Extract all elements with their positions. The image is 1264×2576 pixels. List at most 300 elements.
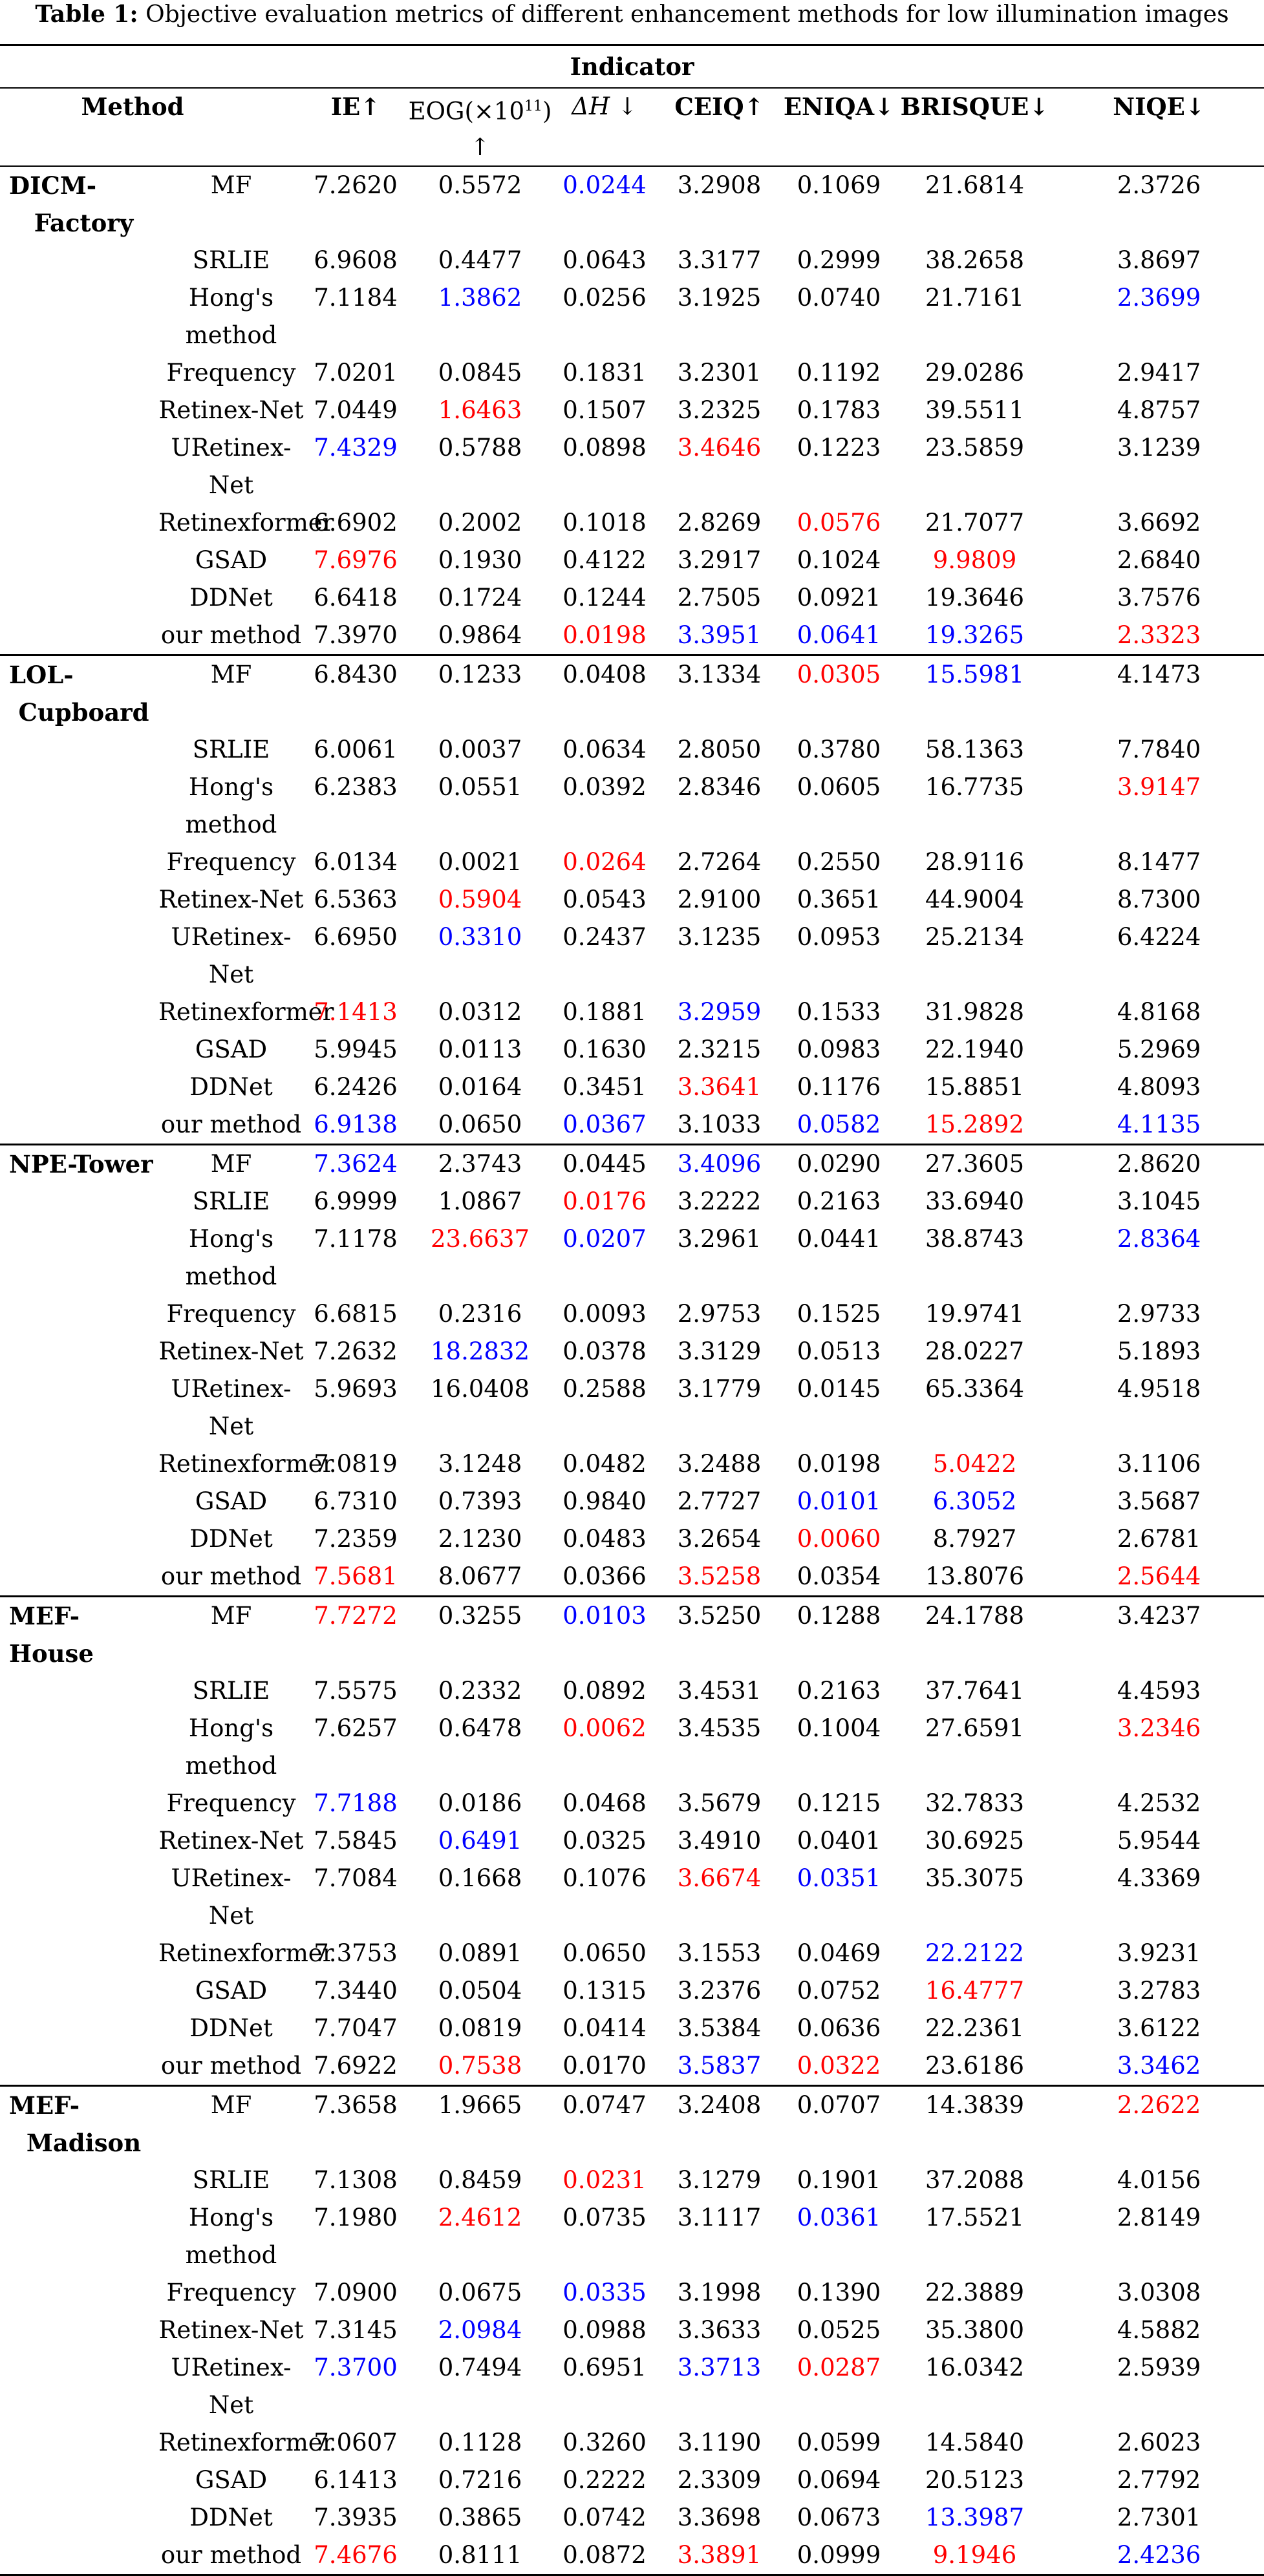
metric-value: 0.1069 xyxy=(797,171,881,200)
metric-value: 15.5981 xyxy=(925,661,1024,689)
dataset-label xyxy=(0,1333,158,1370)
metric-value: 0.7494 xyxy=(438,2354,522,2382)
metric-value: 4.8757 xyxy=(1117,396,1201,425)
metric-value: 0.0145 xyxy=(797,1375,881,1403)
table-row xyxy=(0,617,1264,655)
metric-value: 21.7161 xyxy=(925,284,1024,312)
metric-value: 2.7264 xyxy=(677,848,762,877)
metric-value: 2.2622 xyxy=(1117,2091,1201,2120)
metric-value: 2.8364 xyxy=(1117,1225,1201,1253)
metric-value: 32.7833 xyxy=(925,1789,1024,1818)
metric-value: 2.6840 xyxy=(1117,546,1201,575)
metric-value: 3.2346 xyxy=(1117,1714,1201,1743)
metric-value: 0.0287 xyxy=(797,2354,881,2382)
table-row xyxy=(0,392,1264,429)
metric-value: 0.7538 xyxy=(438,2052,522,2080)
metric-value: 2.9100 xyxy=(677,886,762,914)
metric-value: 0.0742 xyxy=(562,2504,647,2532)
method-name: URetinex- Net xyxy=(171,1864,292,1930)
metric-value: 0.1223 xyxy=(797,434,881,462)
metric-value: 0.1176 xyxy=(797,1073,881,1102)
table-row xyxy=(0,354,1264,392)
metric-value: 3.2783 xyxy=(1117,1977,1201,2005)
method-name: our method xyxy=(160,621,302,650)
dataset-label xyxy=(0,579,158,617)
metric-value: 0.1525 xyxy=(797,1300,881,1328)
table-row xyxy=(0,1370,1264,1445)
method-name: our method xyxy=(160,1111,302,1139)
metric-value: 3.5687 xyxy=(1117,1487,1201,1516)
method-name: DDNet xyxy=(189,1073,273,1102)
metric-value: 0.0576 xyxy=(797,509,881,537)
metric-value: 9.9809 xyxy=(932,546,1017,575)
method-name: SRLIE xyxy=(192,1187,270,1216)
dataset-label xyxy=(0,2462,158,2499)
metric-value: 0.0525 xyxy=(797,2316,881,2345)
metric-value: 0.0735 xyxy=(562,2204,647,2232)
metric-value: 0.0060 xyxy=(797,1525,881,1553)
metric-value: 19.9741 xyxy=(925,1300,1024,1328)
metric-value: 0.0186 xyxy=(438,1789,522,1818)
method-name: Frequency xyxy=(166,359,296,387)
metric-value: 7.0201 xyxy=(314,359,398,387)
metric-value: 29.0286 xyxy=(925,359,1024,387)
metric-value: 6.9608 xyxy=(314,246,398,275)
method-name: Retinex-Net xyxy=(158,396,304,425)
metric-value: 0.1507 xyxy=(562,396,647,425)
metric-value: 0.0983 xyxy=(797,1036,881,1064)
metric-value: 0.0305 xyxy=(797,661,881,689)
metric-value: 0.1668 xyxy=(438,1864,522,1893)
method-name: Hong's method xyxy=(185,1714,277,1780)
method-name: Frequency xyxy=(166,1300,296,1328)
metric-value: 0.1930 xyxy=(438,546,522,575)
metric-value: 7.2359 xyxy=(314,1525,398,1553)
metric-value: 5.2969 xyxy=(1117,1036,1201,1064)
metric-value: 0.2163 xyxy=(797,1187,881,1216)
metric-value: 0.3255 xyxy=(438,1602,522,1630)
metric-value: 2.9733 xyxy=(1117,1300,1201,1328)
metric-value: 0.0634 xyxy=(562,736,647,764)
table-row xyxy=(0,1597,1264,1673)
niqe-header: NIQE↓ xyxy=(1113,92,1205,121)
metric-value: 16.7735 xyxy=(925,773,1024,802)
metric-value: 3.1279 xyxy=(677,2166,762,2195)
metric-value: 3.2222 xyxy=(677,1187,762,1216)
metric-value: 0.9864 xyxy=(438,621,522,650)
metric-value: 22.1940 xyxy=(925,1036,1024,1064)
method-name: our method xyxy=(160,2052,302,2080)
table-row xyxy=(0,1860,1264,1935)
metric-value: 3.3177 xyxy=(677,246,762,275)
metric-value: 0.1831 xyxy=(562,359,647,387)
metric-value: 3.1235 xyxy=(677,923,762,952)
metric-value: 5.9544 xyxy=(1117,1827,1201,1855)
metric-value: 3.1925 xyxy=(677,284,762,312)
dataset-label: LOL- Cupboard xyxy=(9,661,149,727)
metric-value: 3.2961 xyxy=(677,1225,762,1253)
metric-value: 0.0468 xyxy=(562,1789,647,1818)
metric-value: 39.5511 xyxy=(925,396,1024,425)
metric-value: 4.1135 xyxy=(1117,1111,1201,1139)
metrics-table xyxy=(0,44,1264,2576)
dataset-label xyxy=(0,429,158,504)
metric-value: 0.1533 xyxy=(797,998,881,1027)
metric-value: 0.0037 xyxy=(438,736,522,764)
metric-value: 0.0469 xyxy=(797,1939,881,1968)
metric-value: 0.0361 xyxy=(797,2204,881,2232)
dataset-label xyxy=(0,1183,158,1220)
metric-value: 15.8851 xyxy=(925,1073,1024,1102)
metric-value: 3.4910 xyxy=(677,1827,762,1855)
metric-value: 0.6491 xyxy=(438,1827,522,1855)
metric-value: 0.0892 xyxy=(562,1677,647,1705)
dataset-label xyxy=(0,1860,158,1935)
table-row xyxy=(0,1220,1264,1295)
method-name: Retinex-Net xyxy=(158,1337,304,1366)
method-header: Method xyxy=(81,92,184,121)
method-name: GSAD xyxy=(195,1036,268,1064)
metric-value: 58.1363 xyxy=(925,736,1024,764)
metric-value: 0.0101 xyxy=(797,1487,881,1516)
table-row xyxy=(0,994,1264,1031)
dataset-label xyxy=(0,2424,158,2462)
metric-value: 0.0650 xyxy=(438,1111,522,1139)
table-row xyxy=(0,1483,1264,1520)
metric-value: 33.6940 xyxy=(925,1187,1024,1216)
metric-value: 37.2088 xyxy=(925,2166,1024,2195)
metric-value: 2.8346 xyxy=(677,773,762,802)
method-name: MF xyxy=(210,1150,252,1178)
metric-value: 38.2658 xyxy=(925,246,1024,275)
metric-value: 22.2122 xyxy=(925,1939,1024,1968)
metric-value: 7.1178 xyxy=(314,1225,398,1253)
metric-value: 0.1783 xyxy=(797,396,881,425)
ceiq-header: CEIQ↑ xyxy=(674,92,764,121)
metric-value: 3.5250 xyxy=(677,1602,762,1630)
metric-value: 0.1192 xyxy=(797,359,881,387)
table-row xyxy=(0,1822,1264,1860)
metric-value: 7.0900 xyxy=(314,2279,398,2307)
method-name: GSAD xyxy=(195,1977,268,2005)
metric-value: 0.0582 xyxy=(797,1111,881,1139)
metric-value: 3.4096 xyxy=(677,1150,762,1178)
dataset-label: NPE-Tower xyxy=(9,1150,153,1179)
metric-value: 0.0872 xyxy=(562,2541,647,2570)
metric-value: 0.0378 xyxy=(562,1337,647,1366)
table-row xyxy=(0,2349,1264,2424)
metric-value: 0.0675 xyxy=(438,2279,522,2307)
metric-value: 3.1248 xyxy=(438,1450,522,1478)
metric-value: 0.0198 xyxy=(562,621,647,650)
method-name: GSAD xyxy=(195,546,268,575)
method-name: GSAD xyxy=(195,2466,268,2495)
method-name: Retinex-Net xyxy=(158,1827,304,1855)
method-name: URetinex- Net xyxy=(171,923,292,989)
metric-value: 23.6186 xyxy=(925,2052,1024,2080)
metric-value: 0.1881 xyxy=(562,998,647,1027)
metric-value: 0.0482 xyxy=(562,1450,647,1478)
metric-value: 18.2832 xyxy=(430,1337,530,1366)
metric-value: 4.0156 xyxy=(1117,2166,1201,2195)
metric-value: 38.8743 xyxy=(925,1225,1024,1253)
method-name: URetinex- Net xyxy=(171,1375,292,1441)
table-row xyxy=(0,1145,1264,1184)
metric-value: 0.1724 xyxy=(438,584,522,612)
table-row xyxy=(0,1295,1264,1333)
metric-value: 7.0449 xyxy=(314,396,398,425)
dataset-label xyxy=(0,1520,158,1558)
dataset-label: DICM- Factory xyxy=(9,171,134,238)
caption-label: Table 1: xyxy=(35,1,138,28)
table-row xyxy=(0,2462,1264,2499)
metric-value: 19.3265 xyxy=(925,621,1024,650)
metric-value: 3.4237 xyxy=(1117,1602,1201,1630)
metric-value: 0.0707 xyxy=(797,2091,881,2120)
metric-value: 3.7576 xyxy=(1117,584,1201,612)
metric-value: 0.0351 xyxy=(797,1864,881,1893)
table-row xyxy=(0,2162,1264,2199)
table-row xyxy=(0,1672,1264,1710)
metric-value: 4.8168 xyxy=(1117,998,1201,1027)
metric-value: 0.0062 xyxy=(562,1714,647,1743)
metric-value: 7.0819 xyxy=(314,1450,398,1478)
metric-value: 7.7047 xyxy=(314,2014,398,2043)
metric-value: 0.4477 xyxy=(438,246,522,275)
metric-value: 1.3862 xyxy=(438,284,522,312)
metric-value: 0.1288 xyxy=(797,1602,881,1630)
metric-value: 0.0401 xyxy=(797,1827,881,1855)
metric-value: 3.3641 xyxy=(677,1073,762,1102)
metric-value: 30.6925 xyxy=(925,1827,1024,1855)
metric-value: 0.1018 xyxy=(562,509,647,537)
metric-value: 0.0747 xyxy=(562,2091,647,2120)
metric-value: 2.7792 xyxy=(1117,2466,1201,2495)
metric-value: 8.0677 xyxy=(438,1562,522,1591)
metric-value: 7.5681 xyxy=(314,1562,398,1591)
metric-value: 2.1230 xyxy=(438,1525,522,1553)
dataset-label xyxy=(0,1483,158,1520)
metric-value: 7.5845 xyxy=(314,1827,398,1855)
table-row xyxy=(0,1031,1264,1069)
metric-value: 0.3451 xyxy=(562,1073,647,1102)
table-row xyxy=(0,2086,1264,2162)
metric-value: 17.5521 xyxy=(925,2204,1024,2232)
metric-value: 2.4236 xyxy=(1117,2541,1201,2570)
metric-value: 0.0543 xyxy=(562,886,647,914)
metric-value: 0.0366 xyxy=(562,1562,647,1591)
metric-value: 65.3364 xyxy=(925,1375,1024,1403)
metric-value: 22.3889 xyxy=(925,2279,1024,2307)
dataset-label xyxy=(0,2162,158,2199)
metric-value: 3.2959 xyxy=(677,998,762,1027)
metric-value: 16.4777 xyxy=(925,1977,1024,2005)
metric-value: 0.0290 xyxy=(797,1150,881,1178)
metric-value: 3.4531 xyxy=(677,1677,762,1705)
metric-value: 4.5882 xyxy=(1117,2316,1201,2345)
metric-value: 0.1901 xyxy=(797,2166,881,2195)
metric-value: 6.0134 xyxy=(314,848,398,877)
table-row xyxy=(0,881,1264,919)
metric-value: 0.1630 xyxy=(562,1036,647,1064)
method-name: Retinexformer xyxy=(158,2429,334,2457)
metric-value: 7.3753 xyxy=(314,1939,398,1968)
table-row xyxy=(0,2499,1264,2537)
metric-value: 6.6950 xyxy=(314,923,398,952)
method-name: URetinex- Net xyxy=(171,2354,292,2420)
metric-value: 24.1788 xyxy=(925,1602,1024,1630)
metric-value: 5.0422 xyxy=(932,1450,1017,1478)
method-name: Hong's method xyxy=(185,773,277,839)
table-row xyxy=(0,655,1264,732)
table-row xyxy=(0,429,1264,504)
metric-value: 7.3145 xyxy=(314,2316,398,2345)
metric-value: 31.9828 xyxy=(925,998,1024,1027)
ie-header: IE↑ xyxy=(330,92,381,121)
metric-value: 0.4122 xyxy=(562,546,647,575)
metric-value: 0.0650 xyxy=(562,1939,647,1968)
table-row xyxy=(0,542,1264,579)
method-name: MF xyxy=(210,1602,252,1630)
table-row xyxy=(0,2199,1264,2274)
method-name: Retinexformer xyxy=(158,1450,334,1478)
dataset-label xyxy=(0,881,158,919)
dataset-label xyxy=(0,1785,158,1822)
metric-value: 3.8697 xyxy=(1117,246,1201,275)
metric-value: 20.5123 xyxy=(925,2466,1024,2495)
metric-value: 0.0605 xyxy=(797,773,881,802)
method-name: DDNet xyxy=(189,2014,273,2043)
metric-value: 2.3309 xyxy=(677,2466,762,2495)
metric-value: 35.3075 xyxy=(925,1864,1024,1893)
method-name: Hong's method xyxy=(185,1225,277,1291)
metric-value: 0.1315 xyxy=(562,1977,647,2005)
method-name: MF xyxy=(210,661,252,689)
metric-value: 0.0441 xyxy=(797,1225,881,1253)
dataset-label xyxy=(0,1106,158,1145)
metric-value: 0.0021 xyxy=(438,848,522,877)
metric-value: 0.2316 xyxy=(438,1300,522,1328)
metric-value: 4.8093 xyxy=(1117,1073,1201,1102)
method-name: Hong's method xyxy=(185,284,277,350)
metric-value: 2.3323 xyxy=(1117,621,1201,650)
metric-value: 5.9693 xyxy=(314,1375,398,1403)
metric-value: 0.0312 xyxy=(438,998,522,1027)
metric-value: 6.4224 xyxy=(1117,923,1201,952)
dataset-label xyxy=(0,354,158,392)
metric-value: 0.0264 xyxy=(562,848,647,877)
dataset-label xyxy=(0,279,158,354)
dataset-label xyxy=(0,1972,158,2010)
metric-value: 2.7505 xyxy=(677,584,762,612)
metric-value: 3.2908 xyxy=(677,171,762,200)
metric-value: 2.9417 xyxy=(1117,359,1201,387)
method-name: DDNet xyxy=(189,584,273,612)
dataset-label xyxy=(0,392,158,429)
metric-value: 0.0988 xyxy=(562,2316,647,2345)
dataset-label: MEF-House xyxy=(9,1602,94,1668)
metric-value: 6.1413 xyxy=(314,2466,398,2495)
metric-value: 19.3646 xyxy=(925,584,1024,612)
metric-value: 3.1117 xyxy=(677,2204,762,2232)
metric-value: 7.4676 xyxy=(314,2541,398,2570)
metric-value: 0.2222 xyxy=(562,2466,647,2495)
metric-value: 16.0408 xyxy=(430,1375,530,1403)
caption-text: Objective evaluation metrics of different enhancement methods for low illumination images xyxy=(138,1,1229,28)
metric-value: 0.0636 xyxy=(797,2014,881,2043)
metric-value: 0.5572 xyxy=(438,171,522,200)
dataset-label xyxy=(0,1935,158,1972)
dataset-label xyxy=(0,1031,158,1069)
metric-value: 3.5679 xyxy=(677,1789,762,1818)
metric-value: 0.8459 xyxy=(438,2166,522,2195)
metric-value: 0.0103 xyxy=(562,1602,647,1630)
metric-value: 3.5837 xyxy=(677,2052,762,2080)
dataset-label xyxy=(0,2499,158,2537)
dataset-label xyxy=(0,2274,158,2312)
metric-value: 2.7727 xyxy=(677,1487,762,1516)
metric-value: 7.3658 xyxy=(314,2091,398,2120)
metric-value: 2.7301 xyxy=(1117,2504,1201,2532)
method-name: Frequency xyxy=(166,2279,296,2307)
metric-value: 3.1998 xyxy=(677,2279,762,2307)
metric-value: 14.5840 xyxy=(925,2429,1024,2457)
dataset-label xyxy=(0,1370,158,1445)
metric-value: 3.2408 xyxy=(677,2091,762,2120)
metric-value: 0.2332 xyxy=(438,1677,522,1705)
metric-value: 2.5644 xyxy=(1117,1562,1201,1591)
method-name: SRLIE xyxy=(192,2166,270,2195)
metric-value: 2.6023 xyxy=(1117,2429,1201,2457)
method-name: MF xyxy=(210,2091,252,2120)
metric-value: 0.0740 xyxy=(797,284,881,312)
metric-value: 0.0093 xyxy=(562,1300,647,1328)
table-row xyxy=(0,2010,1264,2047)
table-caption xyxy=(0,0,1264,44)
metric-value: 28.0227 xyxy=(925,1337,1024,1366)
metric-value: 0.2437 xyxy=(562,923,647,952)
metric-value: 3.3698 xyxy=(677,2504,762,2532)
metric-value: 37.7641 xyxy=(925,1677,1024,1705)
table-row xyxy=(0,731,1264,769)
metric-value: 0.0999 xyxy=(797,2541,881,2570)
table-row xyxy=(0,1183,1264,1220)
metric-value: 7.3624 xyxy=(314,1150,398,1178)
dataset-label xyxy=(0,1220,158,1295)
table-row xyxy=(0,1445,1264,1483)
method-name: SRLIE xyxy=(192,246,270,275)
metric-value: 16.0342 xyxy=(925,2354,1024,2382)
method-name: Frequency xyxy=(166,848,296,877)
metric-value: 3.2488 xyxy=(677,1450,762,1478)
metric-value: 7.7272 xyxy=(314,1602,398,1630)
method-name: Frequency xyxy=(166,1789,296,1818)
metric-value: 0.3260 xyxy=(562,2429,647,2457)
method-name: our method xyxy=(160,1562,302,1591)
dataset-label xyxy=(0,844,158,881)
dataset-label xyxy=(0,1295,158,1333)
dataset-label xyxy=(0,1558,158,1597)
metric-value: 4.4593 xyxy=(1117,1677,1201,1705)
metric-value: 6.7310 xyxy=(314,1487,398,1516)
metric-value: 8.1477 xyxy=(1117,848,1201,877)
metric-value: 0.6951 xyxy=(562,2354,647,2382)
metric-value: 7.2620 xyxy=(314,171,398,200)
metric-value: 0.0198 xyxy=(797,1450,881,1478)
dataset-label xyxy=(0,2010,158,2047)
metric-value: 0.0244 xyxy=(562,171,647,200)
metric-value: 0.6478 xyxy=(438,1714,522,1743)
